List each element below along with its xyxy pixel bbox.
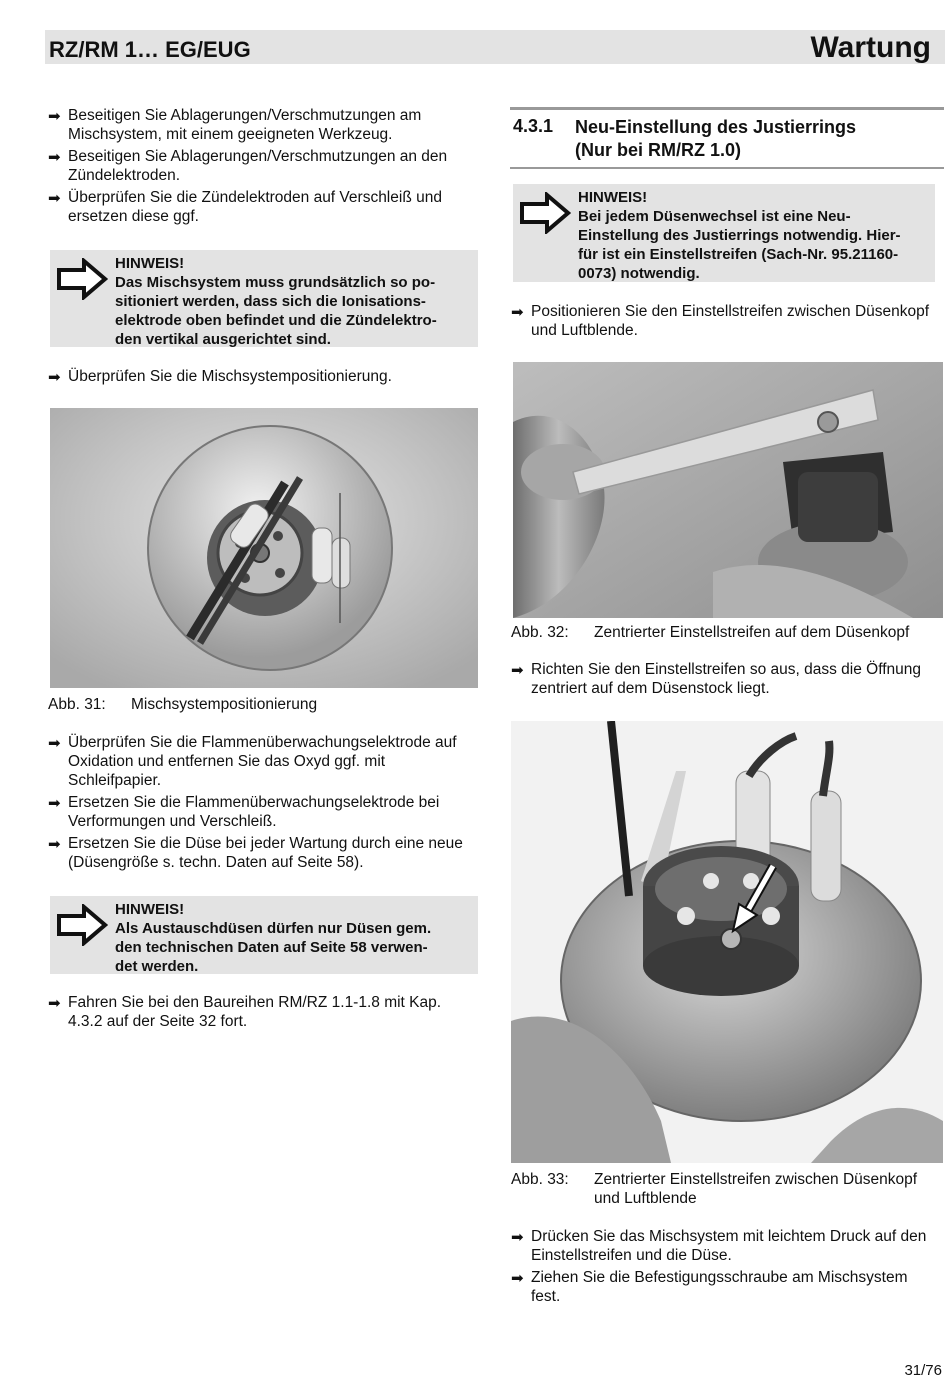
bullet-item: ➡ Fahren Sie bei den Baureihen RM/RZ 1.1-1.8 mit Kap. 4.3.2 auf der Seite 32 fort. (48, 994, 442, 1030)
left-bullets-after (48, 733, 478, 872)
arrow-right-icon: ➡ (48, 735, 61, 752)
header-model: RZ/RM 1… EG/EUG (49, 37, 251, 62)
photo-mischsystem-positionierung (50, 408, 478, 688)
bullet-item: ➡ Ziehen Sie die Befestigungsschraube am Mischsystem fest. (511, 1269, 908, 1305)
arrow-right-icon: ➡ (48, 108, 61, 125)
arrow-right-icon: ➡ (48, 795, 61, 812)
note-line: Als Austauschdüsen dürfen nur Düsen gem. (115, 920, 432, 937)
page-header (45, 30, 945, 64)
arrow-right-icon: ➡ (511, 304, 524, 321)
bullet-item: ➡ Ersetzen Sie die Flammenüberwachungselektrode bei Verformungen und Verschleiß. (48, 794, 440, 830)
page-number: 31/76 (904, 1362, 942, 1379)
hint-arrow-icon (519, 192, 571, 234)
left-bullet-end (48, 993, 478, 1031)
bullet-item: ➡ Ersetzen Sie die Düse bei jeder Wartung durch eine neue (Düsengröße s. techn. Daten auf Seite 58). (48, 835, 463, 871)
bullet-item: ➡ Überprüfen Sie die Zündelektroden auf Verschleiß und ersetzen diese ggf. (48, 189, 442, 225)
note-line: den vertikal ausgerichtet sind. (115, 331, 331, 348)
arrow-right-icon: ➡ (48, 836, 61, 853)
note-title: HINWEIS! (115, 901, 185, 918)
arrow-right-icon: ➡ (48, 995, 61, 1012)
bullet-item: ➡ Überprüfen Sie die Flammenüberwachungselektrode auf Oxidation und entfernen Sie das Oxyd ggf. mit Schleifpapier. (48, 734, 457, 789)
note-line: Bei jedem Düsenwechsel ist eine Neu- (578, 208, 851, 225)
note-line: Das Mischsystem muss grundsätzlich so po- (115, 274, 436, 291)
note-line: Einstellung des Justierrings notwendig. Hier- (578, 227, 901, 244)
bullet-item: ➡ Richten Sie den Einstellstreifen so aus, dass die Öffnung zentriert auf dem Düsenstock liegt. (511, 661, 922, 697)
heading-number: 4.3.1 (513, 116, 554, 136)
heading-line: Neu-Einstellung des Justierrings (575, 117, 857, 137)
note-box-austauschduesen (50, 896, 478, 974)
arrow-right-icon: ➡ (511, 662, 524, 679)
left-bullet-mid (48, 367, 478, 386)
header-section-title: Wartung (810, 31, 931, 64)
bullet-item: ➡ Überprüfen Sie die Mischsystempositionierung. (48, 368, 392, 386)
arrow-right-icon: ➡ (48, 190, 61, 207)
note-box-mischsystem (50, 250, 478, 347)
bullet-item: ➡ Positionieren Sie den Einstellstreifen zwischen Düsenkopf und Luftblende. (511, 303, 930, 339)
bullet-item: ➡ Beseitigen Sie Ablagerungen/Verschmutzungen an den Zündelektroden. (48, 148, 448, 184)
photo-einstellstreifen-luftblende (511, 721, 943, 1163)
right-bullet-1 (511, 302, 936, 340)
note-title: HINWEIS! (115, 255, 185, 272)
bullet-item: ➡ Drücken Sie das Mischsystem mit leichtem Druck auf den Einstellstreifen und die Düse. (511, 1228, 927, 1264)
note-line: det werden. (115, 958, 199, 975)
arrow-right-icon: ➡ (511, 1229, 524, 1246)
note-line: sitioniert werden, dass sich die Ionisations- (115, 293, 426, 310)
note-title: HINWEIS! (578, 189, 648, 206)
arrow-right-icon: ➡ (511, 1270, 524, 1287)
right-bullets-end (511, 1227, 936, 1306)
left-bullets-top (48, 106, 478, 226)
photo-einstellstreifen-duesenkopf (513, 362, 943, 618)
bullet-item: ➡ Beseitigen Sie Ablagerungen/Verschmutzungen am Mischsystem, mit einem geeigneten Werkzeug. (48, 107, 422, 143)
note-line: den technischen Daten auf Seite 58 verwen- (115, 939, 428, 956)
arrow-right-icon: ➡ (48, 369, 61, 386)
arrow-right-icon: ➡ (48, 149, 61, 166)
note-line: 0073) notwendig. (578, 265, 700, 282)
note-line: für ist ein Einstellstreifen (Sach-Nr. 95.21160- (578, 246, 899, 263)
section-heading-4-3-1 (510, 107, 944, 169)
hint-arrow-icon (56, 904, 108, 946)
heading-line: (Nur bei RM/RZ 1.0) (575, 140, 742, 160)
right-bullet-2 (511, 660, 936, 698)
hint-arrow-icon (56, 258, 108, 300)
note-box-justierring (513, 184, 935, 282)
note-line: elektrode oben befindet und die Zündelektro- (115, 312, 437, 329)
